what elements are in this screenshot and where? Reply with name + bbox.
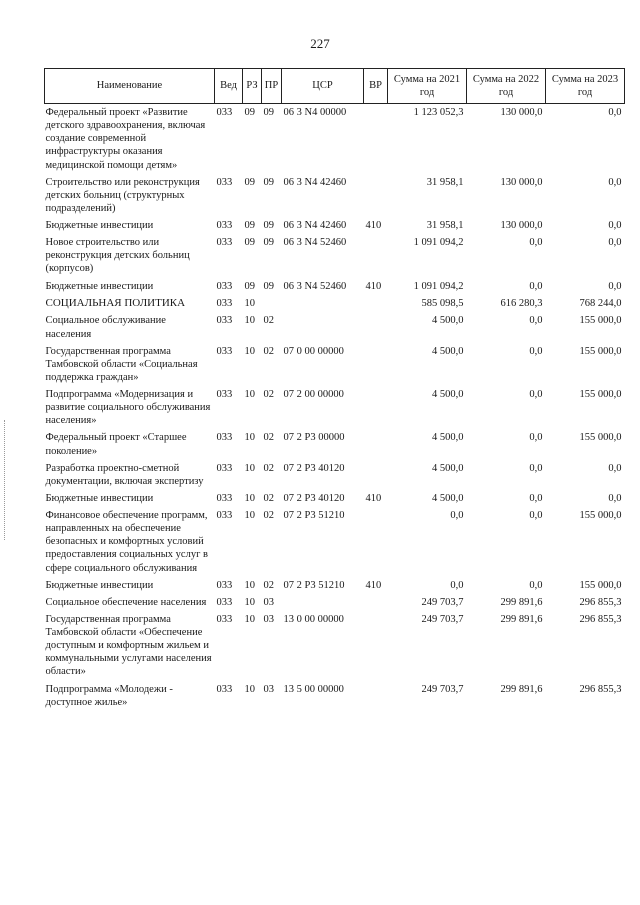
header-rz: РЗ <box>243 69 262 104</box>
table-row <box>45 104 625 174</box>
cell-name: Разработка проектно-сметной документации, включая экспертизу <box>45 462 204 487</box>
cell-rz: 09 <box>244 220 255 231</box>
cell-ved: 033 <box>216 492 233 504</box>
table-row <box>45 312 625 342</box>
cell-vr: 410 <box>365 220 382 231</box>
cell-pr: 02 <box>263 579 274 591</box>
cell-csr: 06 3 N4 52460 <box>283 237 347 249</box>
cell-pr: 09 <box>263 280 274 292</box>
header-pr: ПР <box>262 69 282 104</box>
cell-rz: 10 <box>244 683 255 695</box>
cell-sum-2021: 4 500,0 <box>432 462 464 474</box>
cell-sum-2022: 299 891,6 <box>500 596 543 608</box>
cell-sum-2023: 155 000,0 <box>579 432 622 444</box>
table-row <box>45 278 625 295</box>
cell-sum-2021: 4 500,0 <box>432 315 464 327</box>
cell-rz: 09 <box>244 280 255 292</box>
cell-sum-2023: 155 000,0 <box>579 345 622 357</box>
cell-sum-2021: 1 123 052,3 <box>413 107 464 118</box>
cell-sum-2021: 1 091 094,2 <box>413 280 464 292</box>
cell-vr <box>364 343 388 386</box>
cell-csr: 07 2 P3 00000 <box>283 432 345 444</box>
cell-csr: 07 0 00 00000 <box>283 345 344 357</box>
table-row <box>45 217 625 234</box>
cell-csr: 13 0 00 00000 <box>283 613 344 625</box>
cell-sum-2021: 4 500,0 <box>432 492 464 504</box>
cell-sum-2021: 31 958,1 <box>426 220 464 231</box>
cell-name: Бюджетные инвестиции <box>45 579 154 591</box>
cell-sum-2022: 130 000,0 <box>500 220 543 231</box>
cell-sum-2021: 1 091 094,2 <box>413 237 464 249</box>
cell-csr: 07 2 P3 40120 <box>283 462 345 474</box>
cell-sum-2021: 31 958,1 <box>426 176 464 188</box>
cell-ved: 033 <box>216 315 233 327</box>
cell-sum-2021: 0,0 <box>450 579 464 591</box>
cell-sum-2021: 4 500,0 <box>432 432 464 444</box>
cell-pr: 09 <box>263 220 274 231</box>
cell-sum-2023: 296 855,3 <box>579 613 622 625</box>
cell-rz: 10 <box>244 462 255 474</box>
cell-rz: 10 <box>244 492 255 504</box>
cell-name: Федеральный проект «Старшее поколение» <box>45 432 187 457</box>
table-row <box>45 343 625 386</box>
table-body <box>45 104 625 711</box>
cell-name: Подпрограмма «Молодежи - доступное жилье» <box>45 683 173 708</box>
cell-sum-2022: 130 000,0 <box>500 107 543 118</box>
cell-pr: 02 <box>263 510 274 521</box>
table-row <box>45 386 625 429</box>
cell-ved: 033 <box>216 389 233 400</box>
header-name: Наименование <box>45 69 215 104</box>
cell-sum-2022: 0,0 <box>529 510 543 521</box>
cell-vr: 410 <box>365 492 382 504</box>
cell-sum-2023: 0,0 <box>608 462 622 474</box>
cell-csr: 06 3 N4 00000 <box>283 107 347 118</box>
cell-vr <box>364 386 388 429</box>
cell-pr: 02 <box>263 315 274 327</box>
cell-ved: 033 <box>216 683 233 695</box>
cell-sum-2023: 296 855,3 <box>579 683 622 695</box>
cell-rz: 10 <box>244 613 255 625</box>
header-ved: Вед <box>215 69 243 104</box>
cell-name: Строительство или реконструкция детских больниц (структурных подразделений) <box>45 176 200 214</box>
cell-vr <box>364 594 388 611</box>
cell-pr: 02 <box>263 389 274 400</box>
table-row <box>45 594 625 611</box>
cell-csr: 07 2 P3 40120 <box>283 492 345 504</box>
cell-vr <box>364 429 388 459</box>
cell-name: Финансовое обеспечение программ, направленных на обеспечение безопасных и комфортных условий предоставления социальных услуг в сфере социального обслуживания <box>45 510 208 574</box>
cell-rz: 10 <box>244 297 255 309</box>
cell-sum-2021: 0,0 <box>450 510 464 521</box>
cell-rz: 09 <box>244 237 255 249</box>
cell-sum-2021: 585 098,5 <box>421 297 464 309</box>
cell-name: Бюджетные инвестиции <box>45 280 154 292</box>
cell-csr: 13 5 00 00000 <box>283 683 344 695</box>
cell-sum-2022: 0,0 <box>529 579 543 591</box>
cell-vr <box>364 681 388 711</box>
header-sum-2023: Сумма на 2023 год <box>546 69 625 104</box>
cell-vr: 410 <box>365 579 382 591</box>
cell-sum-2023: 155 000,0 <box>579 510 622 521</box>
cell-csr: 07 2 P3 51210 <box>283 510 345 521</box>
cell-sum-2022: 0,0 <box>529 315 543 327</box>
table-row <box>45 490 625 507</box>
cell-ved: 033 <box>216 107 233 118</box>
cell-rz: 10 <box>244 345 255 357</box>
cell-rz: 10 <box>244 389 255 400</box>
cell-csr <box>282 295 364 313</box>
cell-sum-2023: 0,0 <box>608 280 622 292</box>
table-row <box>45 295 625 313</box>
table-row <box>45 577 625 594</box>
cell-sum-2023: 155 000,0 <box>579 389 622 400</box>
page-number: 227 <box>310 36 330 51</box>
cell-rz: 10 <box>244 432 255 444</box>
header-vr: ВР <box>364 69 388 104</box>
cell-pr: 03 <box>263 683 274 695</box>
cell-ved: 033 <box>216 432 233 444</box>
cell-pr: 02 <box>263 492 274 504</box>
cell-ved: 033 <box>216 596 233 608</box>
cell-vr <box>364 460 388 490</box>
header-csr: ЦСР <box>282 69 364 104</box>
cell-name: СОЦИАЛЬНАЯ ПОЛИТИКА <box>45 296 186 309</box>
cell-vr <box>364 174 388 217</box>
cell-rz: 10 <box>244 579 255 591</box>
cell-sum-2022: 0,0 <box>529 432 543 444</box>
cell-vr <box>364 295 388 313</box>
cell-ved: 033 <box>216 510 233 521</box>
cell-sum-2022: 616 280,3 <box>500 297 543 309</box>
cell-pr: 02 <box>263 462 274 474</box>
cell-sum-2021: 4 500,0 <box>432 389 464 400</box>
cell-sum-2021: 249 703,7 <box>421 613 464 625</box>
table-row <box>45 681 625 711</box>
cell-sum-2023: 296 855,3 <box>579 596 622 608</box>
cell-pr: 03 <box>263 596 274 608</box>
cell-ved: 033 <box>216 237 233 249</box>
cell-pr: 09 <box>263 107 274 118</box>
table-header-row <box>45 69 625 104</box>
cell-sum-2023: 768 244,0 <box>579 297 622 309</box>
cell-csr: 06 3 N4 42460 <box>283 176 347 188</box>
cell-sum-2023: 0,0 <box>608 492 622 504</box>
cell-name: Федеральный проект «Развитие детского здравоохранения, включая создание современной инфраструктуры оказания медицинской помощи детям» <box>45 107 206 171</box>
cell-pr: 02 <box>263 432 274 444</box>
margin-scan-mark <box>4 420 7 540</box>
cell-pr: 02 <box>263 345 274 357</box>
cell-sum-2022: 0,0 <box>529 280 543 292</box>
cell-ved: 033 <box>216 297 233 309</box>
cell-vr <box>364 611 388 681</box>
cell-name: Бюджетные инвестиции <box>45 492 154 504</box>
cell-vr <box>364 312 388 342</box>
cell-sum-2022: 299 891,6 <box>500 683 543 695</box>
cell-csr: 07 2 00 00000 <box>283 389 344 400</box>
cell-sum-2023: 155 000,0 <box>579 315 622 327</box>
table-row <box>45 611 625 681</box>
cell-sum-2021: 249 703,7 <box>421 596 464 608</box>
header-sum-2022: Сумма на 2022 год <box>467 69 546 104</box>
cell-vr <box>364 507 388 577</box>
cell-name: Новое строительство или реконструкция детских больниц (корпусов) <box>45 237 190 275</box>
table-row <box>45 429 625 459</box>
cell-sum-2023: 0,0 <box>608 220 622 231</box>
cell-vr <box>364 104 388 174</box>
cell-sum-2021: 4 500,0 <box>432 345 464 357</box>
cell-pr <box>262 295 282 313</box>
cell-ved: 033 <box>216 280 233 292</box>
table-row <box>45 174 625 217</box>
cell-sum-2022: 0,0 <box>529 492 543 504</box>
table-row <box>45 460 625 490</box>
cell-vr: 410 <box>365 280 382 292</box>
cell-pr: 09 <box>263 237 274 249</box>
cell-rz: 10 <box>244 315 255 327</box>
cell-name: Подпрограмма «Модернизация и развитие социального обслуживания населения» <box>45 389 211 427</box>
cell-sum-2022: 0,0 <box>529 389 543 400</box>
budget-table <box>44 68 625 711</box>
cell-rz: 09 <box>244 176 255 188</box>
cell-vr <box>364 234 388 277</box>
cell-rz: 09 <box>244 107 255 118</box>
header-sum-2021: Сумма на 2021 год <box>388 69 467 104</box>
cell-ved: 033 <box>216 462 233 474</box>
cell-name: Государственная программа Тамбовской области «Обеспечение доступным и комфортным жильем и коммунальными услугами населения области» <box>45 613 212 678</box>
cell-ved: 033 <box>216 579 233 591</box>
cell-name: Социальное обеспечение населения <box>45 596 207 608</box>
cell-ved: 033 <box>216 220 233 231</box>
table-row <box>45 507 625 577</box>
cell-ved: 033 <box>216 345 233 357</box>
cell-pr: 09 <box>263 176 274 188</box>
cell-csr: 06 3 N4 52460 <box>283 280 347 292</box>
cell-csr: 07 2 P3 51210 <box>283 579 345 591</box>
cell-sum-2022: 0,0 <box>529 462 543 474</box>
cell-sum-2023: 0,0 <box>608 176 622 188</box>
cell-ved: 033 <box>216 176 233 188</box>
cell-sum-2022: 0,0 <box>529 237 543 249</box>
cell-name: Государственная программа Тамбовской области «Социальная поддержка граждан» <box>45 345 198 383</box>
cell-sum-2021: 249 703,7 <box>421 683 464 695</box>
cell-sum-2022: 299 891,6 <box>500 613 543 625</box>
cell-sum-2023: 0,0 <box>608 237 622 249</box>
cell-sum-2022: 0,0 <box>529 345 543 357</box>
cell-rz: 10 <box>244 510 255 521</box>
cell-rz: 10 <box>244 596 255 608</box>
cell-sum-2023: 0,0 <box>608 107 622 118</box>
cell-pr: 03 <box>263 613 274 625</box>
cell-csr <box>282 594 364 611</box>
cell-csr: 06 3 N4 42460 <box>283 220 347 231</box>
table-row <box>45 234 625 277</box>
cell-name: Социальное обслуживание населения <box>45 315 166 340</box>
cell-ved: 033 <box>216 613 233 625</box>
cell-sum-2022: 130 000,0 <box>500 176 543 188</box>
cell-csr <box>282 312 364 342</box>
cell-name: Бюджетные инвестиции <box>45 220 154 231</box>
cell-sum-2023: 155 000,0 <box>579 579 622 591</box>
